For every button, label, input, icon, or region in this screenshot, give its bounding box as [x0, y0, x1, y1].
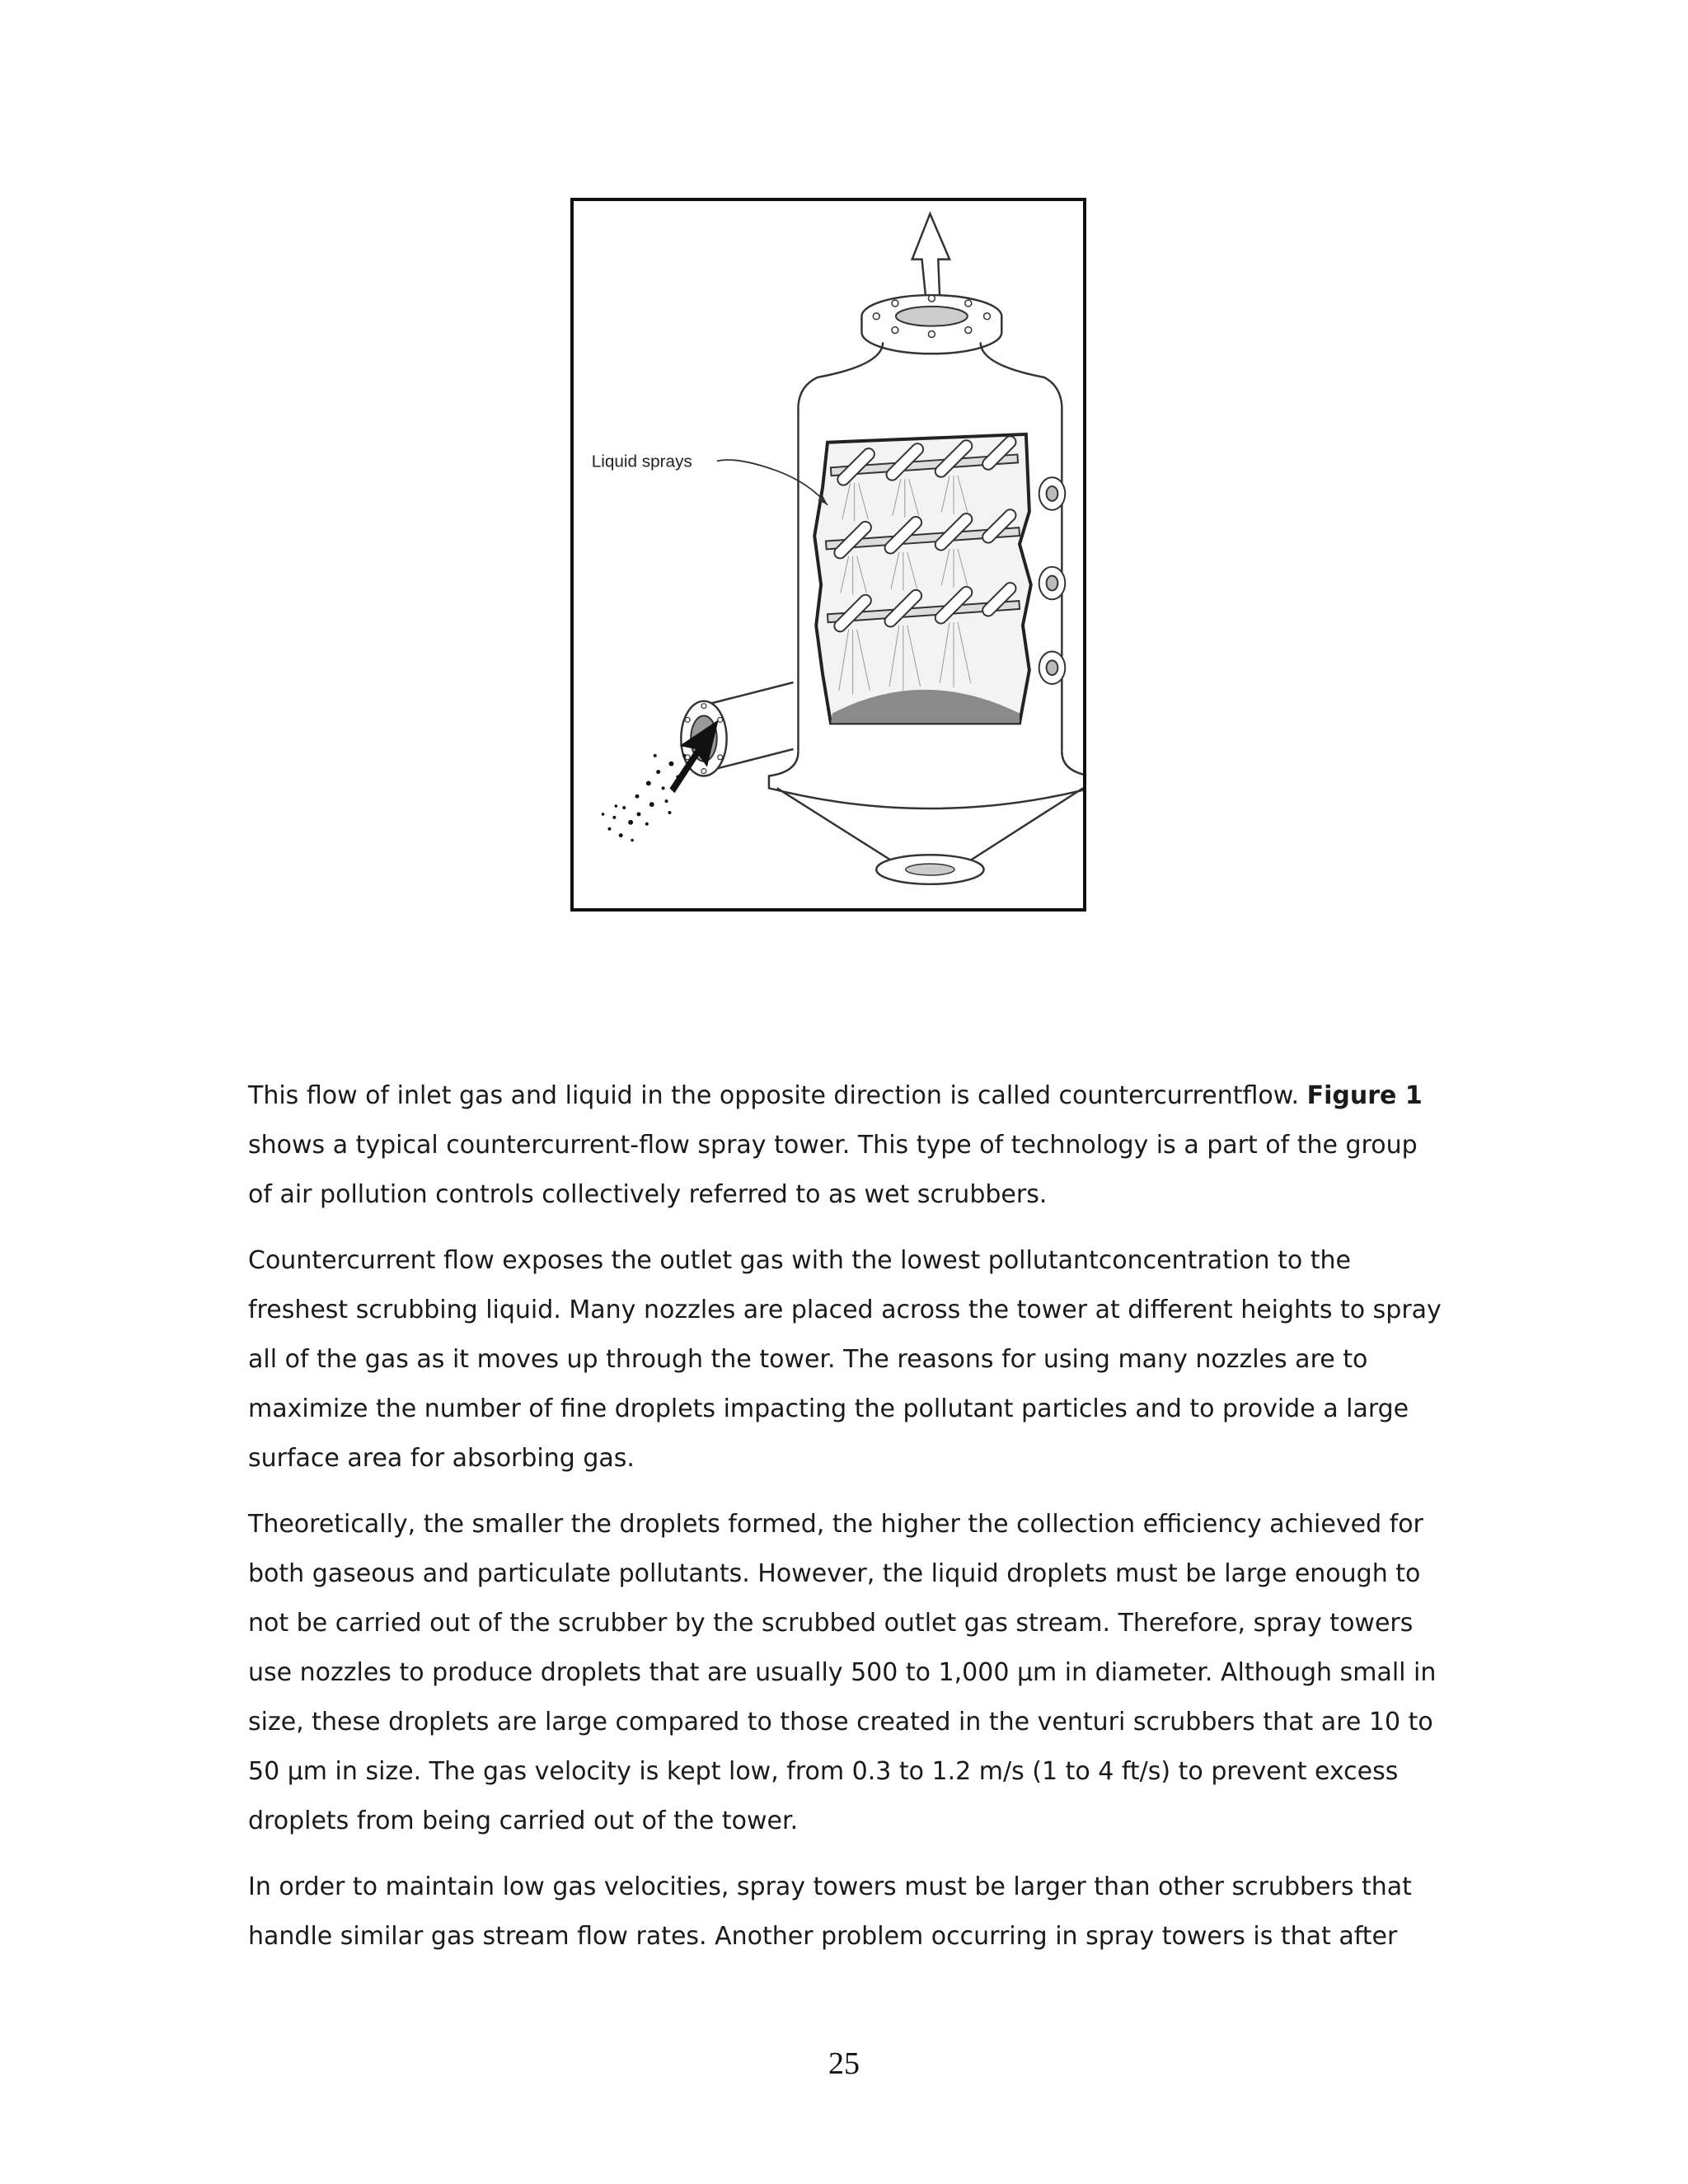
paragraph-3: Theoretically, the smaller the droplets formed, the higher the collection efficiency achieved for both gaseous and particulate pollutants. However, the liquid droplets must be large enough to not be carried out of the scrubber by the scrubbed outlet gas stream. Therefore, spray towers use nozzles to produce droplets that are usually 500 to 1,000 µm in diameter. Although small in size, these droplets are large compared to those created in the venturi scrubbers that are 10 to 50 µm in size. The gas velocity is kept low, from 0.3 to 1.2 m/s (1 to 4 ft/s) to prevent excess droplets from being carried out of the tower.: [248, 1510, 1437, 1835]
bottom-ring: [769, 752, 1083, 808]
liquid-sprays-label: Liquid sprays: [591, 452, 692, 471]
paragraph-1: This flow of inlet gas and liquid in the opposite direction is called countercurrentflow. Figure 1 shows a typical countercurrent-flow spray tower. This type of technology is a part of the group of air pollution controls collectively referred to as wet scrubbers.: [248, 1081, 1423, 1209]
page-number: 25: [828, 2046, 860, 2081]
label-leader-line: [717, 460, 828, 505]
paragraph-4: In order to maintain low gas velocities, spray towers must be larger than other scrubbers that handle similar gas stream flow rates. Another problem occurring in spray towers is that after: [248, 1872, 1412, 1951]
spray-tower-illustration: [574, 201, 1083, 908]
spray-tower-figure: [570, 198, 1086, 912]
figure-reference: Figure 1: [1306, 1081, 1423, 1110]
body-text: [248, 1071, 1443, 1978]
paragraph-2: Countercurrent flow exposes the outlet gas with the lowest pollutantconcentration to the freshest scrubbing liquid. Many nozzles are placed across the tower at different heights to spray all of the gas as it moves up through the tower. The reasons for using many nozzles are to maximize the number of fine droplets impacting the pollutant particles and to provide a large surface area for absorbing gas.: [248, 1246, 1442, 1473]
pollutant-particles: [602, 754, 686, 841]
